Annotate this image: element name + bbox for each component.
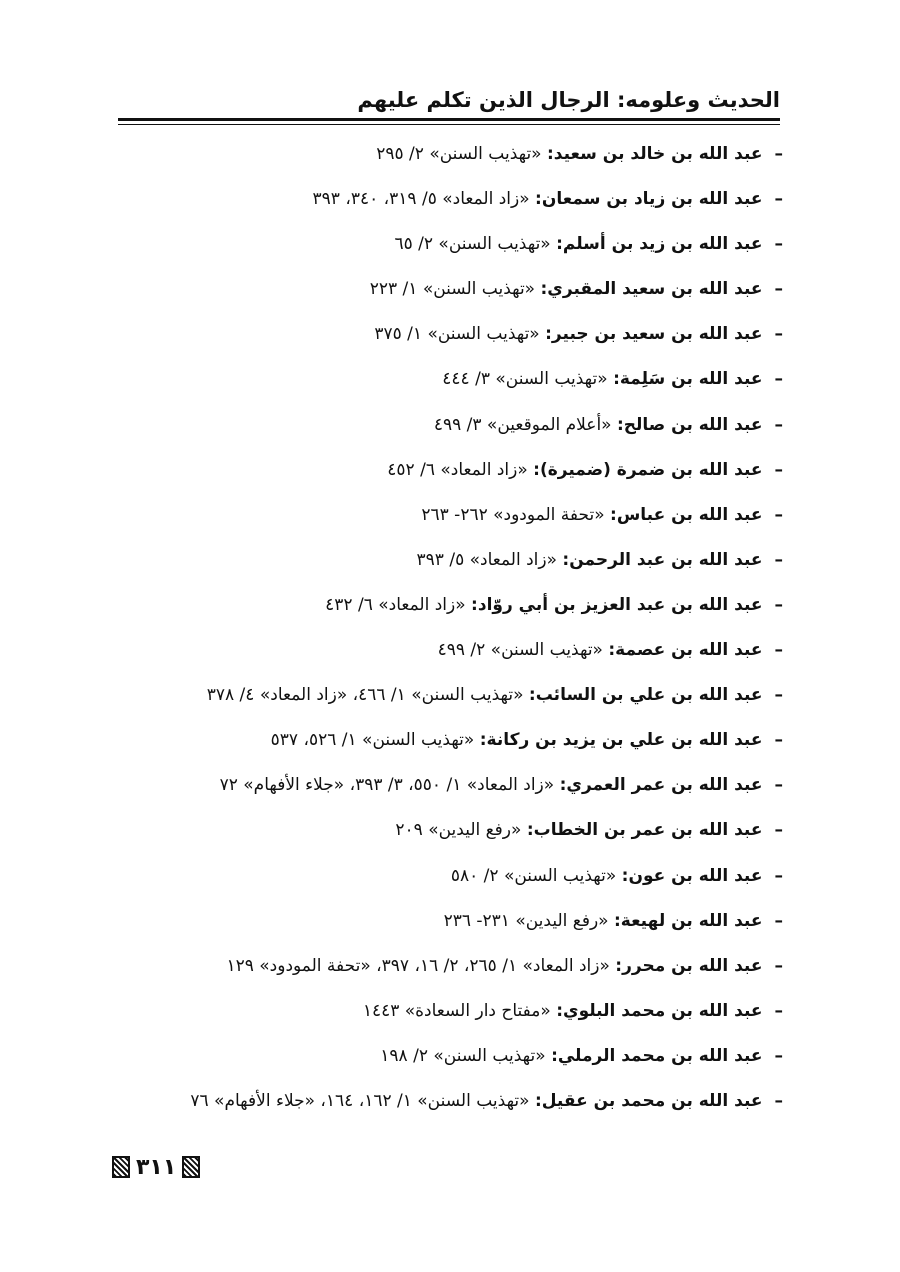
header-rule-thin bbox=[118, 124, 780, 125]
list-dash: – bbox=[774, 775, 783, 796]
entry-name: عبد الله بن محمد البلوي: bbox=[556, 1000, 763, 1021]
entry-name: عبد الله بن عبد الرحمن: bbox=[562, 549, 763, 570]
list-dash: – bbox=[774, 910, 783, 931]
entry-references: «تهذيب السنن» ٢/ ٤٩٩ bbox=[437, 640, 603, 661]
list-dash: – bbox=[774, 640, 783, 661]
list-dash: – bbox=[774, 1000, 783, 1021]
list-dash: – bbox=[774, 1090, 783, 1111]
entry-references: «أعلام الموقعين» ٣/ ٤٩٩ bbox=[433, 414, 612, 435]
entry-references: «رفع اليدين» ٢٠٩ bbox=[395, 820, 522, 841]
entry-references: «زاد المعاد» ٥/ ٣٩٣ bbox=[416, 549, 557, 570]
entry-references: «تهذيب السنن» ٢/ ٥٨٠ bbox=[450, 865, 617, 886]
entry-name: عبد الله بن زيد بن أسلم: bbox=[556, 234, 763, 255]
entry-name: عبد الله بن عمر بن الخطاب: bbox=[526, 820, 763, 841]
list-dash: – bbox=[774, 189, 783, 210]
entry-references: «تهذيب السنن» ١/ ٢٢٣ bbox=[369, 279, 536, 300]
list-dash: – bbox=[774, 685, 783, 706]
list-dash: – bbox=[774, 730, 783, 751]
header-rule-thick bbox=[118, 118, 780, 121]
list-dash: – bbox=[774, 144, 783, 164]
list-item bbox=[100, 267, 783, 312]
list-item bbox=[100, 222, 783, 267]
entry-references: «تهذيب السنن» ٢/ ٢٩٥ bbox=[376, 144, 542, 164]
list-item bbox=[100, 944, 783, 989]
entry-references: «تهذيب السنن» ١/ ٥٢٦، ٥٣٧ bbox=[270, 730, 475, 751]
entry-references: «تهذيب السنن» ١/ ٣٧٥ bbox=[374, 324, 540, 345]
entry-references: «تهذيب السنن» ١/ ٤٦٦، «زاد المعاد» ٤/ ٣٧٨ bbox=[206, 685, 524, 706]
entry-name: عبد الله بن خالد بن سعيد: bbox=[547, 144, 763, 164]
list-item bbox=[100, 1079, 783, 1124]
list-dash: – bbox=[774, 865, 783, 886]
entry-references: «تهذيب السنن» ٣/ ٤٤٤ bbox=[442, 369, 608, 390]
entry-references: «زاد المعاد» ٦/ ٤٣٢ bbox=[325, 594, 466, 615]
list-dash: – bbox=[774, 369, 783, 390]
ornament-right-icon bbox=[182, 1156, 200, 1178]
entry-name: عبد الله بن لهيعة: bbox=[613, 910, 763, 931]
list-dash: – bbox=[774, 820, 783, 841]
list-item bbox=[100, 403, 783, 448]
entry-name: عبد الله بن عباس: bbox=[610, 504, 763, 525]
entry-references: «تهذيب السنن» ١/ ١٦٢، ١٦٤، «جلاء الأفهام» ٧٦ bbox=[190, 1090, 530, 1111]
entry-name: عبد الله بن محمد بن عقيل: bbox=[534, 1090, 763, 1111]
list-dash: – bbox=[774, 234, 783, 255]
entry-name: عبد الله بن محمد الرملي: bbox=[551, 1045, 763, 1066]
page-number-footer bbox=[112, 1150, 200, 1184]
list-dash: – bbox=[774, 955, 783, 976]
list-item bbox=[100, 1034, 783, 1079]
entry-name: عبد الله بن عمر العمري: bbox=[559, 775, 763, 796]
entry-name: عبد الله بن عون: bbox=[621, 865, 763, 886]
list-item bbox=[100, 763, 783, 808]
list-item bbox=[100, 673, 783, 718]
entry-list bbox=[100, 132, 783, 1124]
list-item bbox=[100, 808, 783, 853]
ornament-left-icon bbox=[112, 1156, 130, 1178]
list-dash: – bbox=[774, 1045, 783, 1066]
page-header bbox=[118, 80, 780, 120]
entry-references: «تهذيب السنن» ٢/ ٦٥ bbox=[394, 234, 551, 255]
entry-name: عبد الله بن عصمة: bbox=[608, 640, 763, 661]
list-dash: – bbox=[774, 459, 783, 480]
entry-references: «زاد المعاد» ٥/ ٣١٩، ٣٤٠، ٣٩٣ bbox=[312, 189, 530, 210]
entry-references: «تحفة المودود» ٢٦٢- ٢٦٣ bbox=[421, 504, 605, 525]
entry-name: عبد الله بن سعيد بن جبير: bbox=[545, 324, 763, 345]
list-dash: – bbox=[774, 279, 783, 300]
list-item bbox=[100, 132, 783, 177]
list-item bbox=[100, 583, 783, 628]
entry-name: عبد الله بن سَلِمة: bbox=[613, 369, 763, 390]
list-item bbox=[100, 854, 783, 899]
entry-name: عبد الله بن علي بن السائب: bbox=[528, 685, 763, 706]
list-item bbox=[100, 493, 783, 538]
page-number: ٣١١ bbox=[136, 1154, 177, 1180]
list-item bbox=[100, 357, 783, 402]
list-item bbox=[100, 448, 783, 493]
entry-references: «زاد المعاد» ٦/ ٤٥٢ bbox=[387, 459, 528, 480]
entry-references: «زاد المعاد» ١/ ٢٦٥، ٢/ ١٦، ٣٩٧، «تحفة المودود» ١٢٩ bbox=[226, 955, 610, 976]
entry-references: «زاد المعاد» ١/ ٥٥٠، ٣/ ٣٩٣، «جلاء الأفهام» ٧٢ bbox=[219, 775, 555, 796]
list-dash: – bbox=[774, 414, 783, 435]
entry-name: عبد الله بن محرر: bbox=[615, 955, 763, 976]
list-item bbox=[100, 628, 783, 673]
list-item bbox=[100, 989, 783, 1034]
list-item bbox=[100, 312, 783, 357]
entry-name: عبد الله بن ضمرة (ضميرة): bbox=[533, 459, 763, 480]
entry-references: «مفتاح دار السعادة» ١٤٤٣ bbox=[362, 1000, 551, 1021]
list-dash: – bbox=[774, 594, 783, 615]
entry-name: عبد الله بن سعيد المقبري: bbox=[540, 279, 763, 300]
page-title: الحديث وعلومه: الرجال الذين تكلم عليهم bbox=[357, 88, 780, 112]
list-dash: – bbox=[774, 504, 783, 525]
list-item bbox=[100, 177, 783, 222]
entry-name: عبد الله بن زياد بن سمعان: bbox=[535, 189, 763, 210]
entry-name: عبد الله بن صالح: bbox=[616, 414, 763, 435]
entry-references: «رفع اليدين» ٢٣١- ٢٣٦ bbox=[443, 910, 609, 931]
entry-references: «تهذيب السنن» ٢/ ١٩٨ bbox=[380, 1045, 546, 1066]
list-dash: – bbox=[774, 324, 783, 345]
list-item bbox=[100, 538, 783, 583]
list-dash: – bbox=[774, 549, 783, 570]
entry-name: عبد الله بن عبد العزيز بن أبي روّاد: bbox=[471, 594, 763, 615]
entry-name: عبد الله بن علي بن يزيد بن ركانة: bbox=[479, 730, 763, 751]
list-item bbox=[100, 718, 783, 763]
list-item bbox=[100, 899, 783, 944]
